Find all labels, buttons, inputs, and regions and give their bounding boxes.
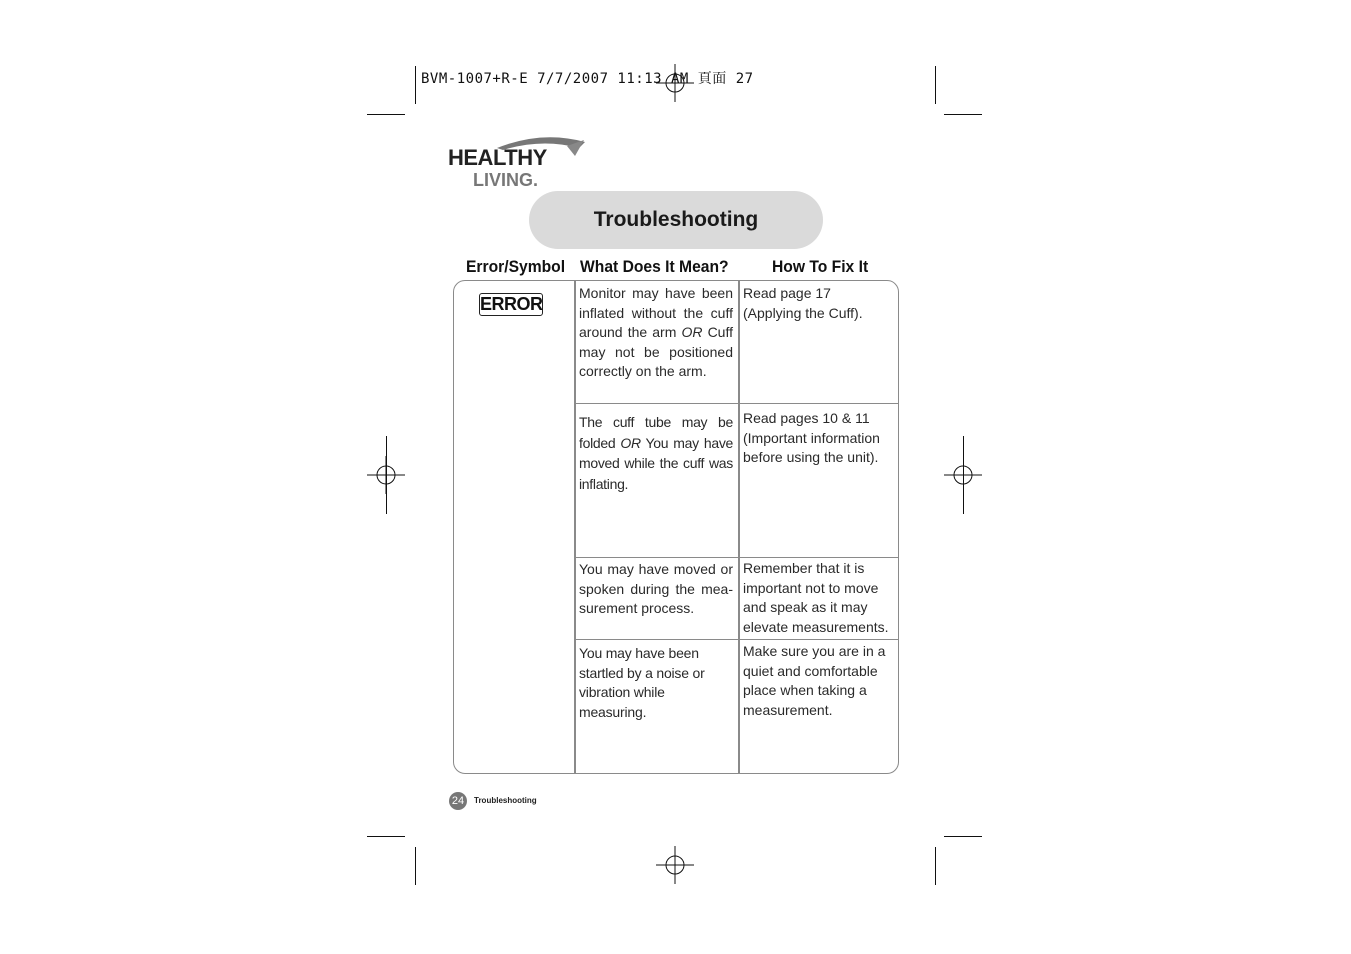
crop-mark xyxy=(935,847,936,885)
crop-mark xyxy=(367,836,405,837)
healthy-living-logo xyxy=(447,136,587,190)
fix-cell: Make sure you are in a quiet and comfortable place when taking a measurement. xyxy=(743,643,886,718)
crop-mark xyxy=(944,114,982,115)
meaning-text: You may have been startled by a noise or vibration while measuring. xyxy=(579,645,705,720)
section-title: Troubleshooting xyxy=(529,191,823,249)
meaning-cell xyxy=(579,560,733,619)
meaning-text: You may have moved or spoken during the mea-surement process. xyxy=(579,561,733,616)
fix-cell: Remember that it is important not to move and speak as it may elevate measurements. xyxy=(743,560,889,635)
print-slug: BVM-1007+R-E 7/7/2007 11:13 AM 頁面 27 xyxy=(421,71,754,87)
fix-cell: Read pages 10 & 11 (Important information before using the unit). xyxy=(743,410,880,465)
emphasis-or: OR xyxy=(620,434,641,451)
column-divider xyxy=(738,281,740,774)
logo-line1: HEALTHY xyxy=(448,145,547,170)
error-symbol: ERROR xyxy=(480,294,543,314)
crop-mark xyxy=(935,66,936,104)
page-number: 24 xyxy=(449,792,467,810)
row-divider xyxy=(575,557,899,558)
row-divider xyxy=(575,639,899,640)
meaning-text: You may have moved while the cuff was inflating. xyxy=(579,434,734,492)
fix-cell: Read page 17 (Applying the Cuff). xyxy=(743,285,863,321)
registration-mark-icon xyxy=(656,846,694,884)
meaning-cell xyxy=(579,412,733,494)
registration-mark-icon xyxy=(656,64,694,102)
crop-mark xyxy=(386,436,387,514)
crop-mark xyxy=(415,847,416,885)
meaning-cell xyxy=(579,644,735,722)
column-header-error-symbol: Error/Symbol xyxy=(466,257,566,276)
row-divider xyxy=(575,403,899,404)
column-divider xyxy=(574,281,576,774)
crop-mark xyxy=(963,436,964,514)
emphasis-or: OR xyxy=(681,324,703,340)
column-header-fix: How To Fix It xyxy=(772,257,869,276)
meaning-text: Monitor may have been inflated without the cuff around the arm xyxy=(579,285,733,340)
crop-mark xyxy=(367,114,405,115)
footer-section-label: Troubleshooting xyxy=(474,796,537,805)
meaning-text: Cuff may not be positioned correctly on the arm. xyxy=(579,324,733,379)
logo-line2: LIVING. xyxy=(473,170,539,190)
column-header-meaning: What Does It Mean? xyxy=(580,257,729,276)
crop-mark xyxy=(944,836,982,837)
crop-mark xyxy=(415,66,416,104)
meaning-text: The cuff tube may be folded xyxy=(579,414,733,451)
meaning-cell xyxy=(579,284,733,382)
